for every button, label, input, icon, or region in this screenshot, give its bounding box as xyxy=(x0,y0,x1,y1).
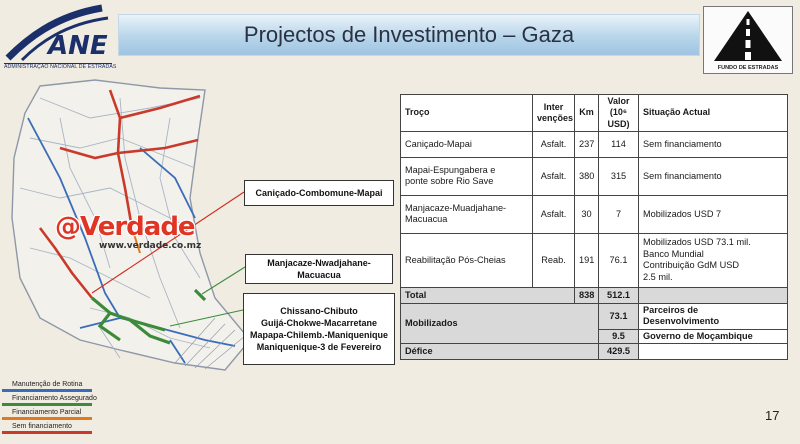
defice-label: Défice xyxy=(401,344,599,360)
watermark-text: @Verdade xyxy=(55,212,195,242)
table-header-row xyxy=(401,95,788,132)
watermark xyxy=(55,212,240,254)
road-triangle-icon xyxy=(712,9,784,63)
callout-label-line2: Macuacua xyxy=(297,270,341,280)
watermark-url: www.verdade.co.mz xyxy=(99,241,202,251)
legend-item-sem-financiamento xyxy=(2,423,202,440)
legend-line xyxy=(2,389,92,392)
cell-km: 237 xyxy=(575,131,599,157)
cell-valor: 7 xyxy=(599,195,639,233)
table-row xyxy=(401,131,788,157)
cell-situacao: Sem financiamento xyxy=(639,157,788,195)
total-label: Total xyxy=(401,287,575,303)
callout-chissano-group xyxy=(243,293,395,365)
cell-troco: Reabilitação Pós-Cheias xyxy=(401,233,533,287)
cell-valor: 76.1 xyxy=(599,233,639,287)
slide-title: Projectos de Investimento – Gaza xyxy=(243,22,575,47)
header-intervencoes xyxy=(533,95,575,132)
total-km: 838 xyxy=(575,287,599,303)
callout-label: Mapapa-Chilemb.-Maniquenique xyxy=(249,330,388,340)
total-valor: 512.1 xyxy=(599,287,639,303)
legend-label: Financiamento Assegurado xyxy=(12,395,97,402)
header-inter-line2: venções xyxy=(537,112,574,123)
ane-logo-graphic xyxy=(4,4,112,62)
callout-label-line1: Manjacaze-Nwadjahane- xyxy=(267,257,371,268)
mobilizados-situacao-line1: Parceiros de xyxy=(643,304,699,315)
title-bar xyxy=(118,14,700,56)
table-row xyxy=(401,233,788,287)
cell-situacao: Sem financiamento xyxy=(639,131,788,157)
mobilizados-situacao-line2: Desenvolvimento xyxy=(643,316,720,327)
legend-line xyxy=(2,403,92,406)
callout-label: Chissano-Chibuto xyxy=(280,305,358,316)
table-row xyxy=(401,195,788,233)
defice-row xyxy=(401,344,788,360)
cell-troco-line2: ponte sobre Rio Save xyxy=(405,176,494,187)
header-troco: Troço xyxy=(401,95,533,132)
legend-line xyxy=(2,417,92,420)
header-km: Km xyxy=(575,95,599,132)
legend-label: Financiamento Parcial xyxy=(12,409,82,416)
mobilizados-row-1 xyxy=(401,303,788,329)
cell-inter: Asfalt. xyxy=(533,157,575,195)
cell-troco xyxy=(401,195,533,233)
legend-label: Sem financiamento xyxy=(12,423,72,430)
cell-km: 191 xyxy=(575,233,599,287)
header-inter-line1: Inter xyxy=(543,101,564,112)
defice-situacao xyxy=(639,344,788,360)
cell-km: 30 xyxy=(575,195,599,233)
page-number: 17 xyxy=(765,408,780,423)
callout-manjacaze xyxy=(245,254,393,284)
cell-inter: Reab. xyxy=(533,233,575,287)
callout-label: Caniçado-Combomune-Mapai xyxy=(255,187,383,198)
ane-logo-caption: ADMINISTRAÇÃO NACIONAL DE ESTRADAS xyxy=(4,64,117,70)
cell-situacao-line3: Contribuição GdM USD xyxy=(643,260,739,271)
table-row xyxy=(401,157,788,195)
fundo-de-estradas-logo xyxy=(703,6,793,74)
mobilizados-valor: 9.5 xyxy=(599,329,639,344)
mobilizados-situacao xyxy=(639,303,788,329)
cell-inter: Asfalt. xyxy=(533,131,575,157)
header-valor xyxy=(599,95,639,132)
mobilizados-valor: 73.1 xyxy=(599,303,639,329)
header-valor-line1: Valor xyxy=(607,96,630,106)
cell-situacao-line1: Mobilizados USD 73.1 mil. xyxy=(643,237,751,248)
header-situacao: Situação Actual xyxy=(639,95,788,132)
ane-logo xyxy=(4,4,117,74)
mobilizados-situacao: Governo de Moçambique xyxy=(639,329,788,344)
cell-km: 380 xyxy=(575,157,599,195)
header-valor-line2: (10⁶ USD) xyxy=(607,107,630,129)
defice-valor: 429.5 xyxy=(599,344,639,360)
total-row xyxy=(401,287,788,303)
cell-situacao xyxy=(639,233,788,287)
investment-table xyxy=(400,94,788,360)
cell-inter: Asfalt. xyxy=(533,195,575,233)
callout-caniçado-combomune-mapai xyxy=(244,180,394,206)
cell-situacao-line2: Banco Mundial xyxy=(643,248,704,259)
callout-label: Maniquenique-3 de Fevereiro xyxy=(256,342,382,353)
total-situacao xyxy=(639,287,788,303)
mobilizados-label: Mobilizados xyxy=(401,303,599,344)
cell-situacao-line4: 2.5 mil. xyxy=(643,271,673,282)
cell-troco-line2: Macuacua xyxy=(405,214,448,225)
cell-troco: Caniçado-Mapai xyxy=(401,131,533,157)
cell-valor: 114 xyxy=(599,131,639,157)
legend-line xyxy=(2,431,92,434)
cell-troco-line1: Manjacaze-Muadjahane- xyxy=(405,202,507,213)
cell-troco-line1: Mapai-Espungabera e xyxy=(405,164,496,175)
callout-label: Guijá-Chokwe-Macarretane xyxy=(260,317,378,328)
ane-logo-text: ANE xyxy=(48,31,108,61)
map-legend xyxy=(2,381,202,440)
cell-troco xyxy=(401,157,533,195)
cell-situacao: Mobilizados USD 7 xyxy=(639,195,788,233)
cell-valor: 315 xyxy=(599,157,639,195)
legend-label: Manutenção de Rotina xyxy=(12,381,83,388)
fundo-de-estradas-caption: FUNDO DE ESTRADAS xyxy=(717,65,779,71)
